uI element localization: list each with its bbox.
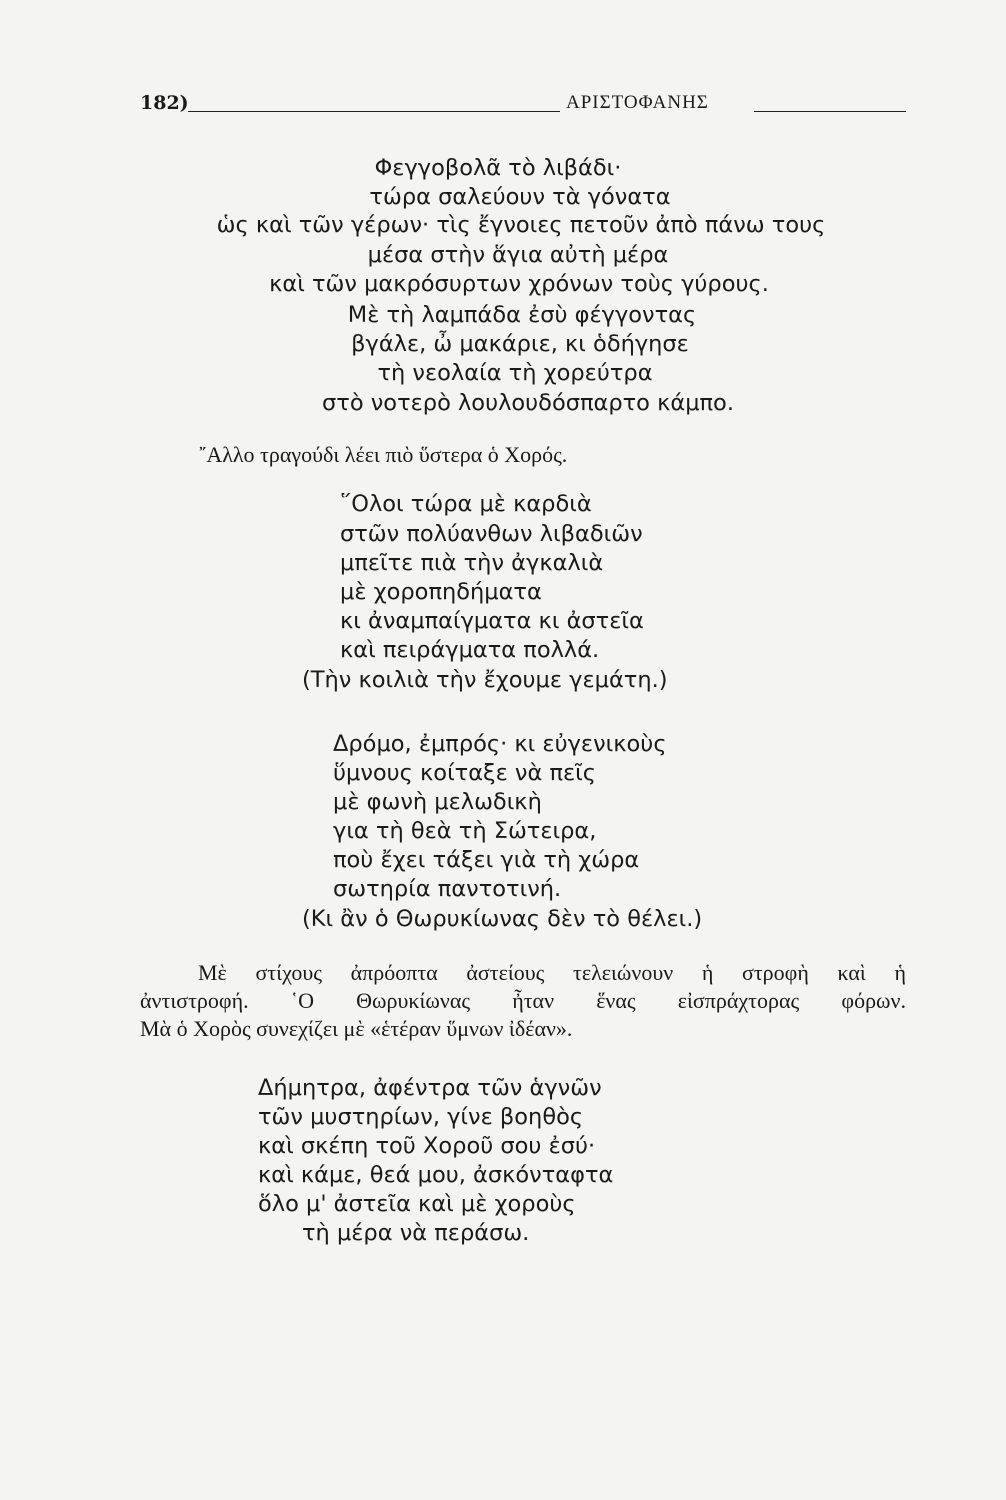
verse-line: Δήμητρα, ἀφέντρα τῶν ἁγνῶν	[258, 1075, 602, 1101]
verse-line: ῞Ολοι τώρα μὲ καρδιὰ	[340, 491, 592, 517]
verse-line: βγάλε, ὦ μακάριε, κι ὁδήγησε	[351, 331, 689, 357]
verse-line: ποὺ ἔχει τάξει γιὰ τὴ χώρα	[333, 847, 640, 873]
verse-line: (Κι ἂν ὁ Θωρυκίωνας δὲν τὸ θέλει.)	[302, 906, 703, 932]
prose-line: ἀντιστροφή. ῾Ο Θωρυκίωνας ἦταν ἕνας εἰσπράχτορας φόρων.	[140, 988, 906, 1013]
prose-paragraph	[140, 959, 906, 1043]
verse-line: τὴ μέρα νὰ περάσω.	[302, 1220, 530, 1246]
verse-line: στῶν πολύανθων λιβαδιῶν	[340, 521, 643, 547]
page-number: 182)	[140, 92, 189, 114]
prose-line: Μὲ στίχους ἀπρόοπτα ἀστείους τελειώνουν ἡ στροφὴ καὶ ἡ	[198, 960, 906, 985]
verse-line: καὶ πειράγματα πολλά.	[340, 637, 600, 663]
verse-line: τὴ νεολαία τὴ χορεύτρα	[377, 360, 653, 386]
verse-line: Μὲ τὴ λαμπάδα ἐσὺ φέγγοντας	[347, 302, 697, 328]
verse-line: τῶν μυστηρίων, γίνε βοηθὸς	[258, 1104, 584, 1130]
stage-direction: ῎Αλλο τραγούδι λέει πιὸ ὕστερα ὁ Χορός.	[199, 442, 568, 467]
verse-line: μέσα στὴν ἅγια αὐτὴ μέρα	[367, 242, 669, 268]
verse-line: ὕμνους κοίταξε νὰ πεῖς	[333, 760, 597, 786]
verse-line: μὲ χοροπηδήματα	[340, 579, 542, 605]
verse-line: καὶ σκέπη τοῦ Χοροῦ σου ἐσύ·	[258, 1133, 596, 1159]
verse-line: καὶ τῶν μακρόσυρτων χρόνων τοὺς γύρους.	[269, 271, 769, 297]
prose-line: Μὰ ὁ Χορὸς συνεχίζει μὲ «ἑτέραν ὕμνων ἰδέαν».	[140, 1016, 573, 1041]
verse-line: Φεγγοβολᾶ τὸ λιβάδι·	[374, 155, 622, 181]
page-header	[140, 92, 906, 122]
verse-line: σωτηρία παντοτινή.	[333, 876, 562, 902]
verse-line: για τὴ θεὰ τὴ Σώτειρα,	[333, 818, 597, 844]
verse-line: καὶ κάμε, θεά μου, ἀσκόνταφτα	[258, 1162, 614, 1188]
verse-line: κι ἀναμπαίγματα κι ἀστεῖα	[340, 608, 644, 634]
header-rule-left	[188, 111, 560, 112]
header-rule-right	[754, 111, 906, 112]
verse-line: ὡς καὶ τῶν γέρων· τὶς ἔγνοιες πετοῦν ἀπὸ πάνω τους	[216, 212, 826, 238]
verse-line: μὲ φωνὴ μελωδικὴ	[333, 789, 542, 815]
running-title: ΑΡΙΣΤΟΦΑΝΗΣ	[566, 92, 709, 113]
verse-line: τώρα σαλεύουν τὰ γόνατα	[369, 184, 671, 210]
verse-line: (Τὴν κοιλιὰ τὴν ἔχουμε γεμάτη.)	[302, 667, 668, 693]
verse-line: μπεῖτε πιὰ τὴν ἀγκαλιὰ	[340, 550, 604, 576]
verse-line: Δρόμο, ἐμπρός· κι εὐγενικοὺς	[333, 731, 667, 757]
verse-line: ὅλο μ' ἀστεῖα καὶ μὲ χοροὺς	[258, 1191, 576, 1217]
verse-line: στὸ νοτερὸ λουλουδόσπαρτο κάμπο.	[322, 390, 734, 416]
